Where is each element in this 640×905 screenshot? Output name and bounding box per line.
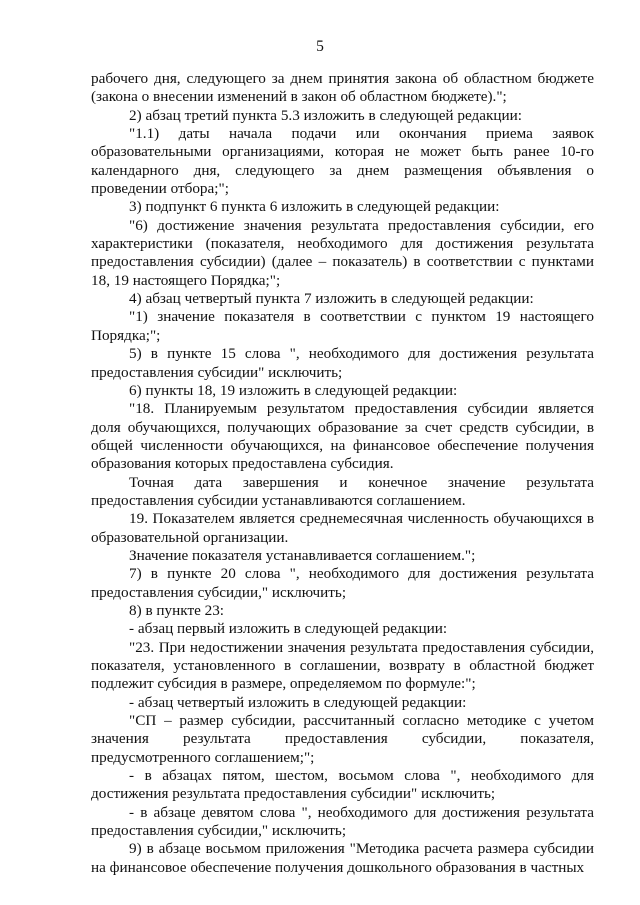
paragraph: - абзац четвертый изложить в следующей редакции:	[129, 693, 467, 711]
page-number: 5	[316, 38, 324, 55]
paragraph: "6) достижение значения результата предоставления субсидии, его характеристики (показателя, необходимого для достижения результата предоставления субсидии) (далее – показатель) в соответствии с пунктами 18, 19 настоящего Порядка;";	[91, 216, 594, 289]
paragraph: 9) в абзаце восьмом приложения "Методика расчета размера субсидии на финансовое обеспечение получения дошкольного образования в частных	[91, 840, 594, 876]
paragraph: 2) абзац третий пункта 5.3 изложить в следующей редакции:	[129, 106, 522, 124]
paragraph: "СП – размер субсидии, рассчитанный согласно методике с учетом значения результата предоставления субсидии, показателя, предусмотренного соглашением;";	[91, 712, 594, 766]
paragraph: "1.1) даты начала подачи или окончания приема заявок образовательными организациями, которая не может быть ранее 10-го календарного дня, следующего за днем размещения объявления о проведении отбора;";	[91, 125, 594, 198]
paragraph: 19. Показателем является среднемесячная численность обучающихся в образовательной организации.	[91, 510, 594, 546]
paragraph: 4) абзац четвертый пункта 7 изложить в следующей редакции:	[129, 290, 534, 308]
paragraph: 5) в пункте 15 слова ", необходимого для достижения результата предоставления субсидии" исключить;	[91, 345, 594, 381]
paragraph: 7) в пункте 20 слова ", необходимого для достижения результата предоставления субсидии," исключить;	[91, 565, 594, 601]
paragraph: - в абзацах пятом, шестом, восьмом слова ", необходимого для достижения результата предоставления субсидии" исключить;	[91, 767, 594, 803]
paragraph: 3) подпункт 6 пункта 6 изложить в следующей редакции:	[129, 198, 500, 216]
paragraph: "18. Планируемым результатом предоставления субсидии является доля обучающихся, получающих образование за счет средств субсидии, в общей численности обучающихся, на финансовое обеспечение получения образования которых предоставлена субсидия.	[91, 400, 594, 473]
paragraph: 8) в пункте 23:	[129, 601, 225, 619]
paragraph: "1) значение показателя в соответствии с пунктом 19 настоящего Порядка;";	[91, 308, 594, 344]
document-body	[91, 70, 594, 877]
paragraph: - в абзаце девятом слова ", необходимого для достижения результата предоставления субсидии," исключить;	[91, 803, 594, 840]
paragraph: "23. При недостижении значения результата предоставления субсидии, показателя, установленного в соглашении, возврату в областной бюджет подлежит субсидия в размере, определяемом по формуле:";	[91, 638, 594, 693]
paragraph: рабочего дня, следующего за днем принятия закона об областном бюджете (закона о внесении изменений в закон об областном бюджете).";	[91, 70, 594, 106]
paragraph: Значение показателя устанавливается соглашением.";	[129, 546, 476, 564]
paragraph: Точная дата завершения и конечное значение результата предоставления субсидии устанавливаются соглашением.	[91, 473, 594, 509]
paragraph: 6) пункты 18, 19 изложить в следующей редакции:	[129, 381, 458, 399]
paragraph: - абзац первый изложить в следующей редакции:	[129, 620, 448, 638]
